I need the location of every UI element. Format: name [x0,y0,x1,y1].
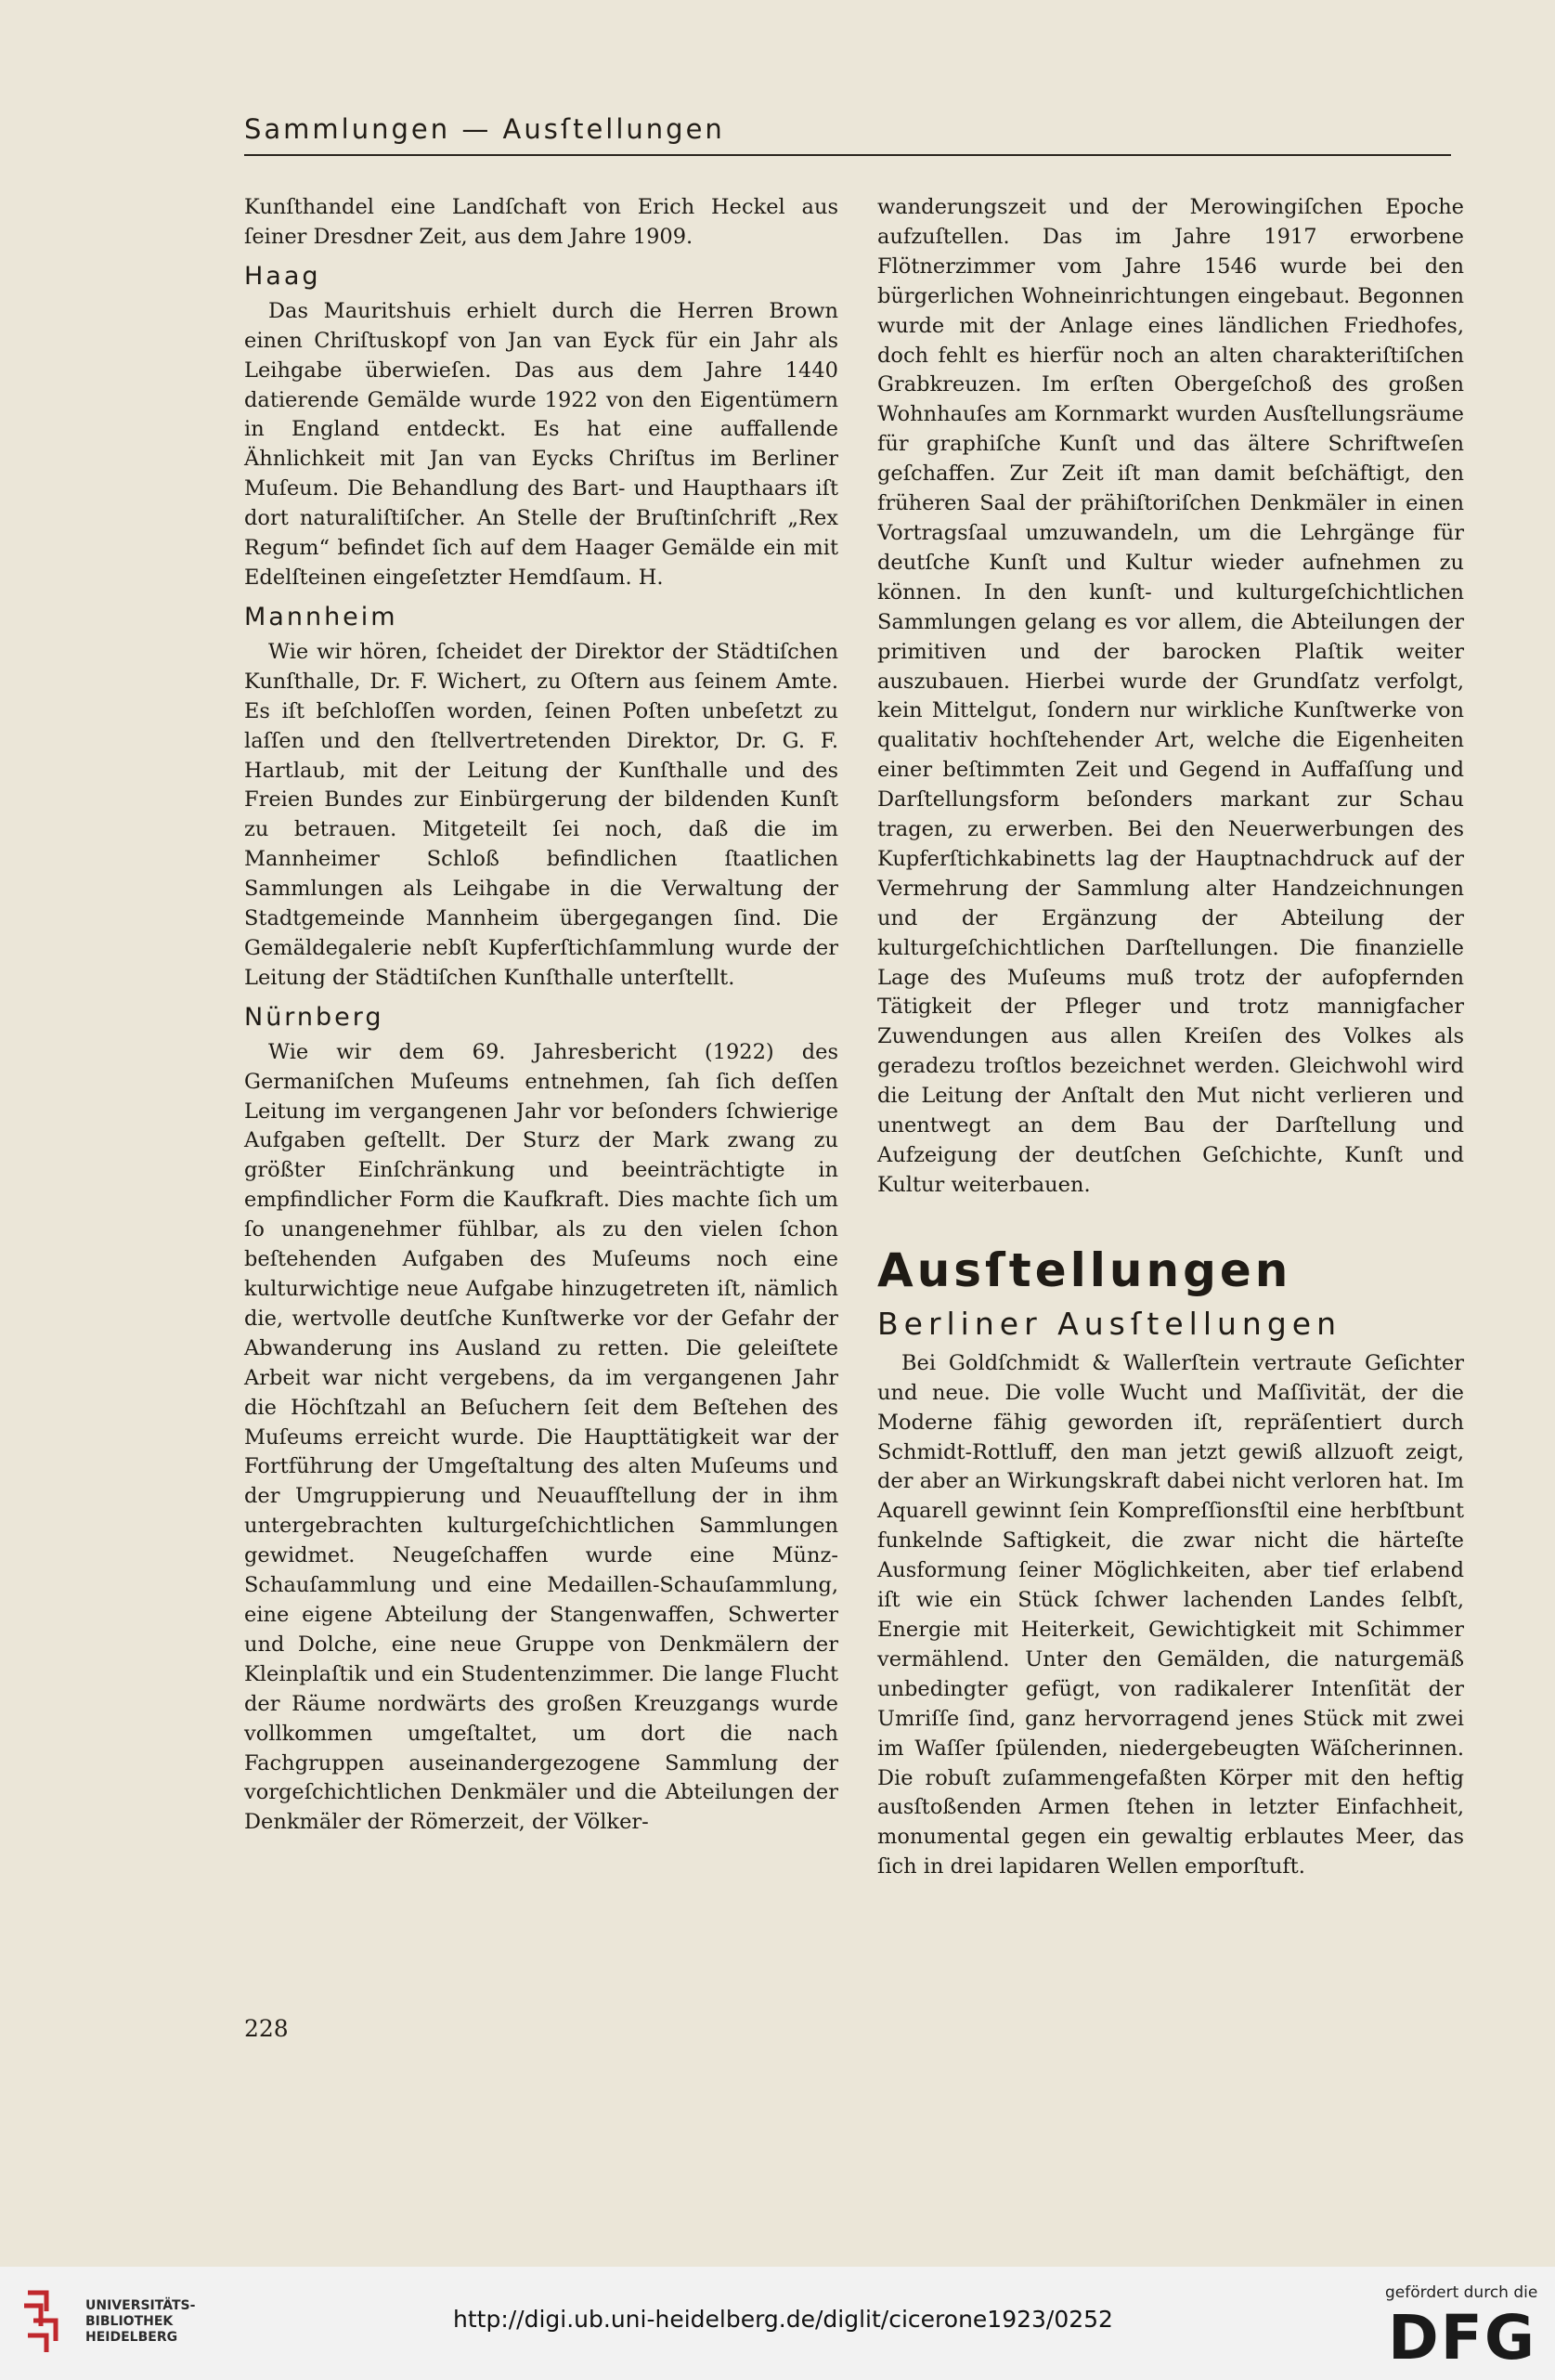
running-head: Sammlungen — Ausſtellungen [244,113,725,145]
page-number: 228 [244,2015,289,2042]
section-heading: Nürnberg [244,1002,384,1032]
body-paragraph: Das Mauritshuis erhielt durch die Herren Brown einen Chriſtuskopf von Jan van Eyck für ein Jahr als Leihgabe überwieſen. Das aus dem Jahre 1440 datierende Gemälde wurde 1922 von den Eigentümern in England entdeckt. Es hat eine auffallende Ähnlichkeit mit Jan van Eycks Chriſtus im Berliner Muſeum. Die Behandlung des Bart- und Haupthaars iſt dort naturaliſtiſcher. An Stelle der Bruſtinſchrift „Rex Regum“ befindet ſich auf dem Haager Gemälde ein mit Edelſteinen eingeſetzter Hemdſaum. H. [244,298,838,590]
library-name-line: HEIDELBERG [85,2330,178,2345]
section-heading: Haag [244,261,321,291]
viewer-footer [0,2267,1555,2380]
chapter-heading: Ausſtellungen [877,1242,1292,1297]
permalink-url[interactable]: http://digi.ub.uni-heidelberg.de/diglit/cicerone1923/0252 [453,2306,1113,2333]
funded-by-label: gefördert durch die [1385,2283,1538,2302]
body-paragraph: wanderungszeit und der Merowingiſchen Epoche aufzuſtellen. Das im Jahre 1917 erworbene Flötnerzimmer vom Jahre 1546 wurde bei den bürgerlichen Wohneinrichtungen eingebaut. Begonnen wurde mit der Anlage eines ländlichen Friedhofes, doch fehlt es hierfür noch an alten charakteriſtiſchen Grabkreuzen. Im erſten Obergeſchoß des großen Wohnhauſes am Kornmarkt wurden Ausſtellungsräume für graphiſche Kunſt und das ältere Schriftweſen geſchaffen. Zur Zeit iſt man damit beſchäftigt, den früheren Saal der prähiſtoriſchen Denkmäler in einen Vortragsſaal umzuwandeln, um die Lehrgänge für deutſche Kunſt und Kultur wieder aufnehmen zu können. In den kunſt- und kulturgeſchichtlichen Sammlungen gelang es vor allem, die Abteilungen der primitiven und der barocken Plaſtik weiter auszubauen. Hierbei wurde der Grundſatz verfolgt, kein Mittelgut, ſondern nur wirkliche Kunſtwerke von qualitativ hochſtehender Art, welche die Eigenheiten einer beſtimmten Zeit und Gegend in Auffaſſung und Darſtellungsform beſonders markant zur Schau tragen, zu erwerben. Bei den Neuerwerbungen des Kupferſtichkabinetts lag der Hauptnachdruck auf der Vermehrung der Sammlung alter Handzeichnungen und der Ergänzung der Abteilung der kulturgeſchichtlichen Darſtellungen. Die finanzielle Lage des Muſeums muß trotz der aufopfernden Tätigkeit der Pfleger und trotz mannigfacher Zuwendungen aus allen Kreiſen des Volkes als geradezu troſtlos bezeichnet werden. Gleichwohl wird die Leitung der Anſtalt den Mut nicht verlieren und unentwegt an dem Bau der Darſtellung und Aufzeigung der deutſchen Geſchichte, Kunſt und Kultur weiterbauen. [877,195,1464,1197]
left-column [244,193,838,1838]
library-logo-icon[interactable] [19,2283,69,2358]
library-name [85,2298,195,2346]
library-name-line: BIBLIOTHEK [85,2314,174,2329]
body-paragraph: Wie wir dem 69. Jahresbericht (1922) des Germaniſchen Muſeums entnehmen, ſah ſich deſſen Leitung im vergangenen Jahr vor beſonders ſchwierige Aufgaben geſtellt. Der Sturz der Mark zwang zu größter Einſchränkung und beeinträchtigte in empfindlicher Form die Kaufkraft. Dies machte ſich um ſo unangenehmer fühlbar, als zu den vielen ſchon beſtehenden Aufgaben des Muſeums noch eine kulturwichtige neue Aufgabe hinzugetreten iſt, nämlich die, wertvolle deutſche Kunſtwerke vor der Gefahr der Abwanderung ins Ausland zu retten. Die geleiſtete Arbeit war nicht vergebens, da im vergangenen Jahr die Höchſtzahl an Beſuchern ſeit dem Beſtehen des Muſeums erreicht wurde. Die Haupttätigkeit war der Fortführung der Umgeſtaltung des alten Muſeums und der Umgruppierung und Neuaufſtellung der in ihm untergebrachten kulturgeſchichtlichen Sammlungen gewidmet. Neugeſchaffen wurde eine Münz-Schauſammlung und eine Medaillen-Schauſammlung, eine eigene Abteilung der Stangenwaffen, Schwerter und Dolche, eine neue Gruppe von Denkmälern der Kleinplaſtik und ein Studentenzimmer. Die lange Flucht der Räume nordwärts des großen Kreuzgangs wurde vollkommen umgeſtaltet, um dort die nach Fachgruppen auseinandergezogene Sammlung der vorgeſchichtlichen Denkmäler und die Abteilungen der Denkmäler der Römerzeit, der Völker- [244,1039,838,1835]
subsection-heading: Berliner Ausſtellungen [877,1305,1341,1342]
body-paragraph: Bei Goldſchmidt & Wallerſtein vertraute Geſichter und neue. Die volle Wucht und Maſſivität, der die Moderne fähig geworden iſt, repräſentiert durch Schmidt-Rottluff, den man jetzt gewiß allzuoft zeigt, der aber an Wirkungskraft dabei nicht verloren hat. Im Aquarell gewinnt ſein Kompreſſionsſtil eine herbſtbunt funkelnde Saftigkeit, die zwar nicht die härteſte Ausformung ſeiner Möglichkeiten, aber tief erlabend iſt wie ein Stück ſchwer lachenden Landes ſelbſt, Energie mit Heiterkeit, Gewichtigkeit mit Schimmer vermählend. Unter den Gemälden, die naturgemäß unbedingter gefügt, von radikalerer Intenſität der Umriſſe ſind, ganz hervorragend jenes Stück mit zwei im Waſſer ſpülenden, niedergebeugten Wäſcherinnen. Die robuſt zuſammengefaßten Körper mit den heftig ausſtoßenden Armen ſtehen in letzter Einfachheit, monumental gegen ein gewaltig erblautes Meer, das ſich in drei lapidaren Wellen emporſtuft. [877,1350,1464,1879]
right-column [877,193,1464,1882]
dfg-logo[interactable]: DFG [1388,2302,1537,2373]
body-paragraph: Wie wir hören, ſcheidet der Direktor der Städtiſchen Kunſthalle, Dr. F. Wichert, zu Oſtern aus ſeinem Amte. Es iſt beſchloſſen worden, ſeinen Poſten unbeſetzt zu laſſen und den ſtellvertretenden Direktor, Dr. G. F. Hartlaub, mit der Leitung der Kunſthalle und des Freien Bundes zur Einbürgerung der bildenden Kunſt zu betrauen. Mitgeteilt ſei noch, daß die im Mannheimer Schloß befindlichen ſtaatlichen Sammlungen als Leihgabe in die Verwaltung der Stadtgemeinde Mannheim übergegangen ſind. Die Gemäldegalerie nebſt Kupferſtichſammlung wurde der Leitung der Städtiſchen Kunſthalle unterſtellt. [244,639,838,990]
section-heading: Mannheim [244,602,398,631]
body-paragraph: Kunſthandel eine Landſchaft von Erich Heckel aus ſeiner Dresdner Zeit, aus dem Jahre 1909. [244,195,838,249]
header-rule [244,154,1451,156]
library-name-line: UNIVERSITÄTS- [85,2298,196,2313]
